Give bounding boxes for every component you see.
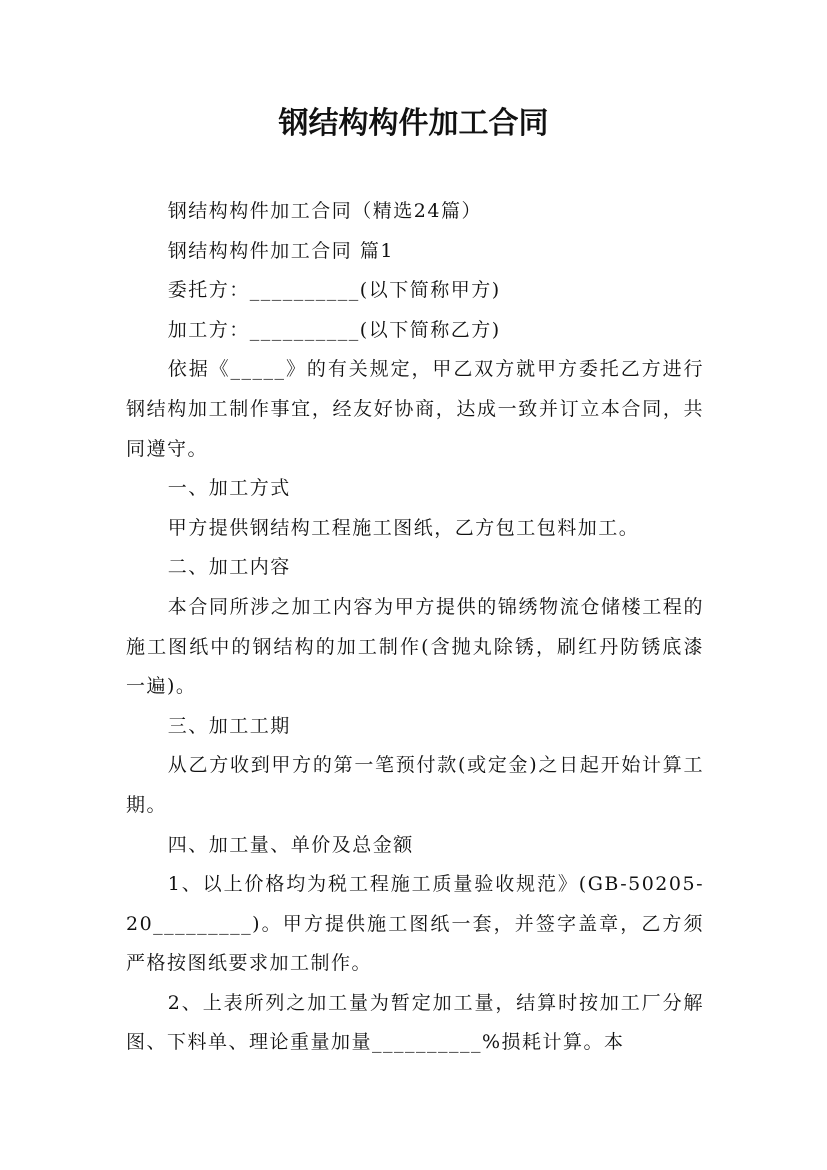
paragraph-processor: 加工方：__________(以下简称乙方) xyxy=(167,318,501,341)
paragraph-basis: 依据《_____》的有关规定，甲乙双方就甲方委托乙方进行钢结构加工制作事宜，经友好协商，达成一致并订立本合同，共同遵守。 xyxy=(126,358,704,460)
paragraph-collection-title: 钢结构构件加工合同（精选24篇） xyxy=(167,200,482,222)
paragraph-client: 委托方：__________(以下简称甲方) xyxy=(167,279,501,302)
section-heading-1: 一、加工方式 xyxy=(167,477,291,500)
section-heading-3: 三、加工工期 xyxy=(167,714,291,737)
paragraph-clause-2: 2、上表所列之加工量为暂定加工量，结算时按加工厂分解图、下料单、理论重量加量__________%损耗计算。本 xyxy=(126,991,704,1054)
paragraph-method: 甲方提供钢结构工程施工图纸，乙方包工包料加工。 xyxy=(167,516,640,539)
document-body xyxy=(126,192,704,1063)
section-heading-2: 二、加工内容 xyxy=(167,556,291,579)
paragraph-clause-1: 1、以上价格均为税工程施工质量验收规范》(GB-50205-20_________)。甲方提供施工图纸一套，并签字盖章，乙方须严格按图纸要求加工制作。 xyxy=(126,873,704,975)
paragraph-contract-heading: 钢结构构件加工合同 篇1 xyxy=(167,239,394,262)
document-title: 钢结构构件加工合同 xyxy=(278,106,549,141)
section-heading-4: 四、加工量、单价及总金额 xyxy=(167,833,414,856)
paragraph-period: 从乙方收到甲方的第一笔预付款(或定金)之日起开始计算工期。 xyxy=(126,754,704,816)
paragraph-content: 本合同所涉之加工内容为甲方提供的锦绣物流仓储楼工程的施工图纸中的钢结构的加工制作(含抛丸除锈，刷红丹防锈底漆一遍)。 xyxy=(126,595,704,698)
